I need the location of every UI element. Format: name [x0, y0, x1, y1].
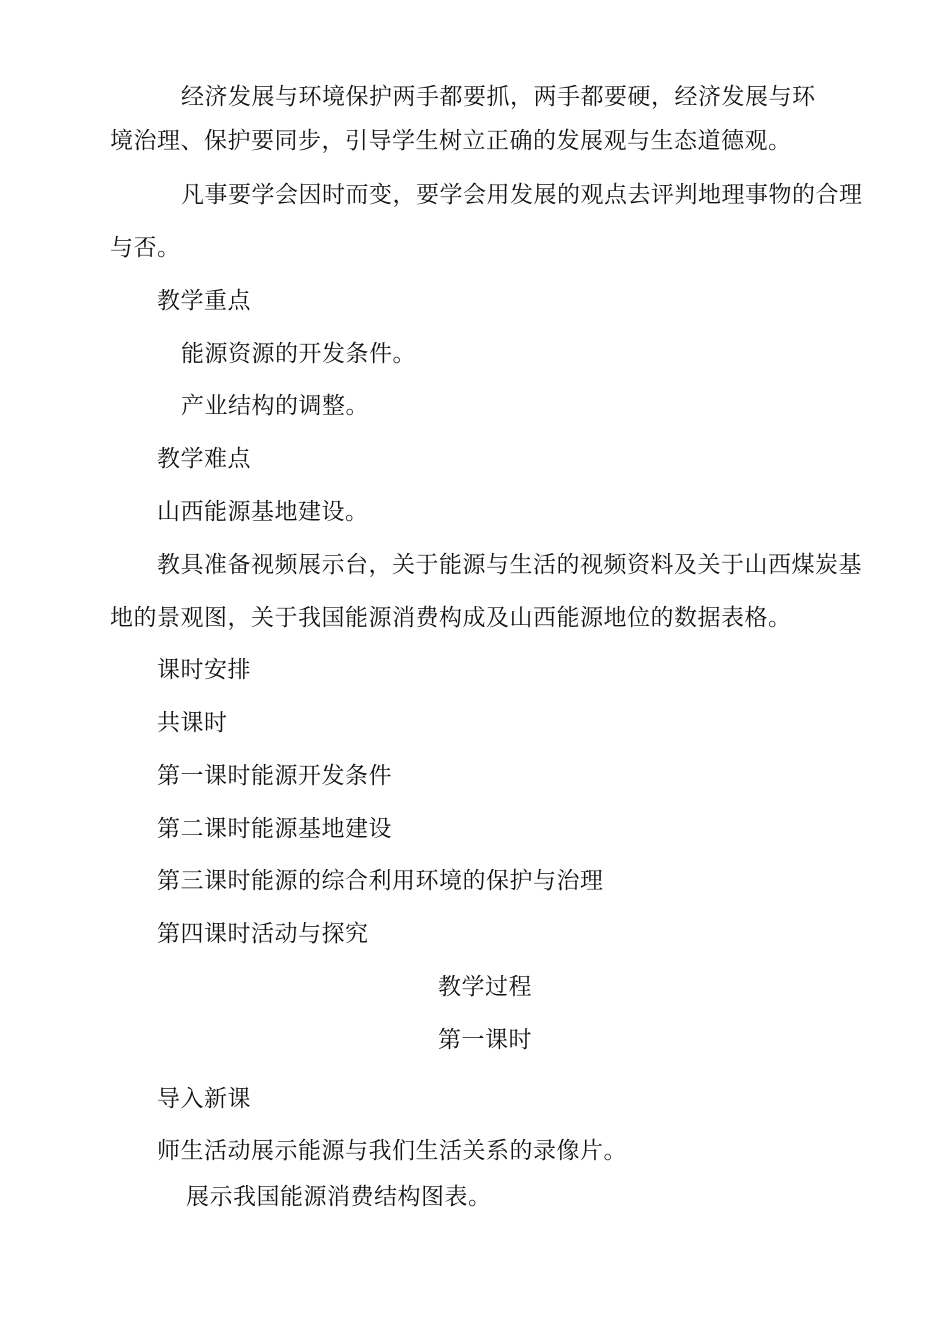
activity-item: 展示我国能源消费结构图表。	[186, 1184, 492, 1210]
paragraph-line: 经济发展与环境保护两手都要抓，两手都要硬，经济发展与环	[181, 84, 816, 110]
lesson-item: 第四课时活动与探究	[157, 921, 369, 947]
paragraph-line: 凡事要学会因时而变，要学会用发展的观点去评判地理事物的合理	[181, 182, 863, 208]
first-lesson-heading: 第一课时	[438, 1027, 532, 1053]
difficulty-heading: 教学难点	[157, 446, 251, 472]
paragraph-line: 教具准备视频展示台，关于能源与生活的视频资料及关于山西煤炭基	[157, 552, 862, 578]
key-point-item: 产业结构的调整。	[181, 393, 369, 419]
lesson-item: 第三课时能源的综合利用环境的保护与治理	[157, 868, 604, 894]
lesson-item: 第一课时能源开发条件	[157, 763, 392, 789]
paragraph-line: 境治理、保护要同步，引导学生树立正确的发展观与生态道德观。	[110, 128, 792, 154]
schedule-heading: 课时安排	[157, 657, 251, 683]
paragraph-line: 地的景观图，关于我国能源消费构成及山西能源地位的数据表格。	[110, 605, 792, 631]
schedule-total: 共课时	[157, 710, 228, 736]
process-heading: 教学过程	[438, 974, 532, 1000]
activity-item: 师生活动展示能源与我们生活关系的录像片。	[157, 1138, 627, 1164]
difficulty-item: 山西能源基地建设。	[157, 499, 369, 525]
intro-heading: 导入新课	[157, 1086, 251, 1112]
key-point-item: 能源资源的开发条件。	[181, 341, 416, 367]
lesson-item: 第二课时能源基地建设	[157, 816, 392, 842]
paragraph-line: 与否。	[110, 235, 181, 261]
key-points-heading: 教学重点	[157, 288, 251, 314]
